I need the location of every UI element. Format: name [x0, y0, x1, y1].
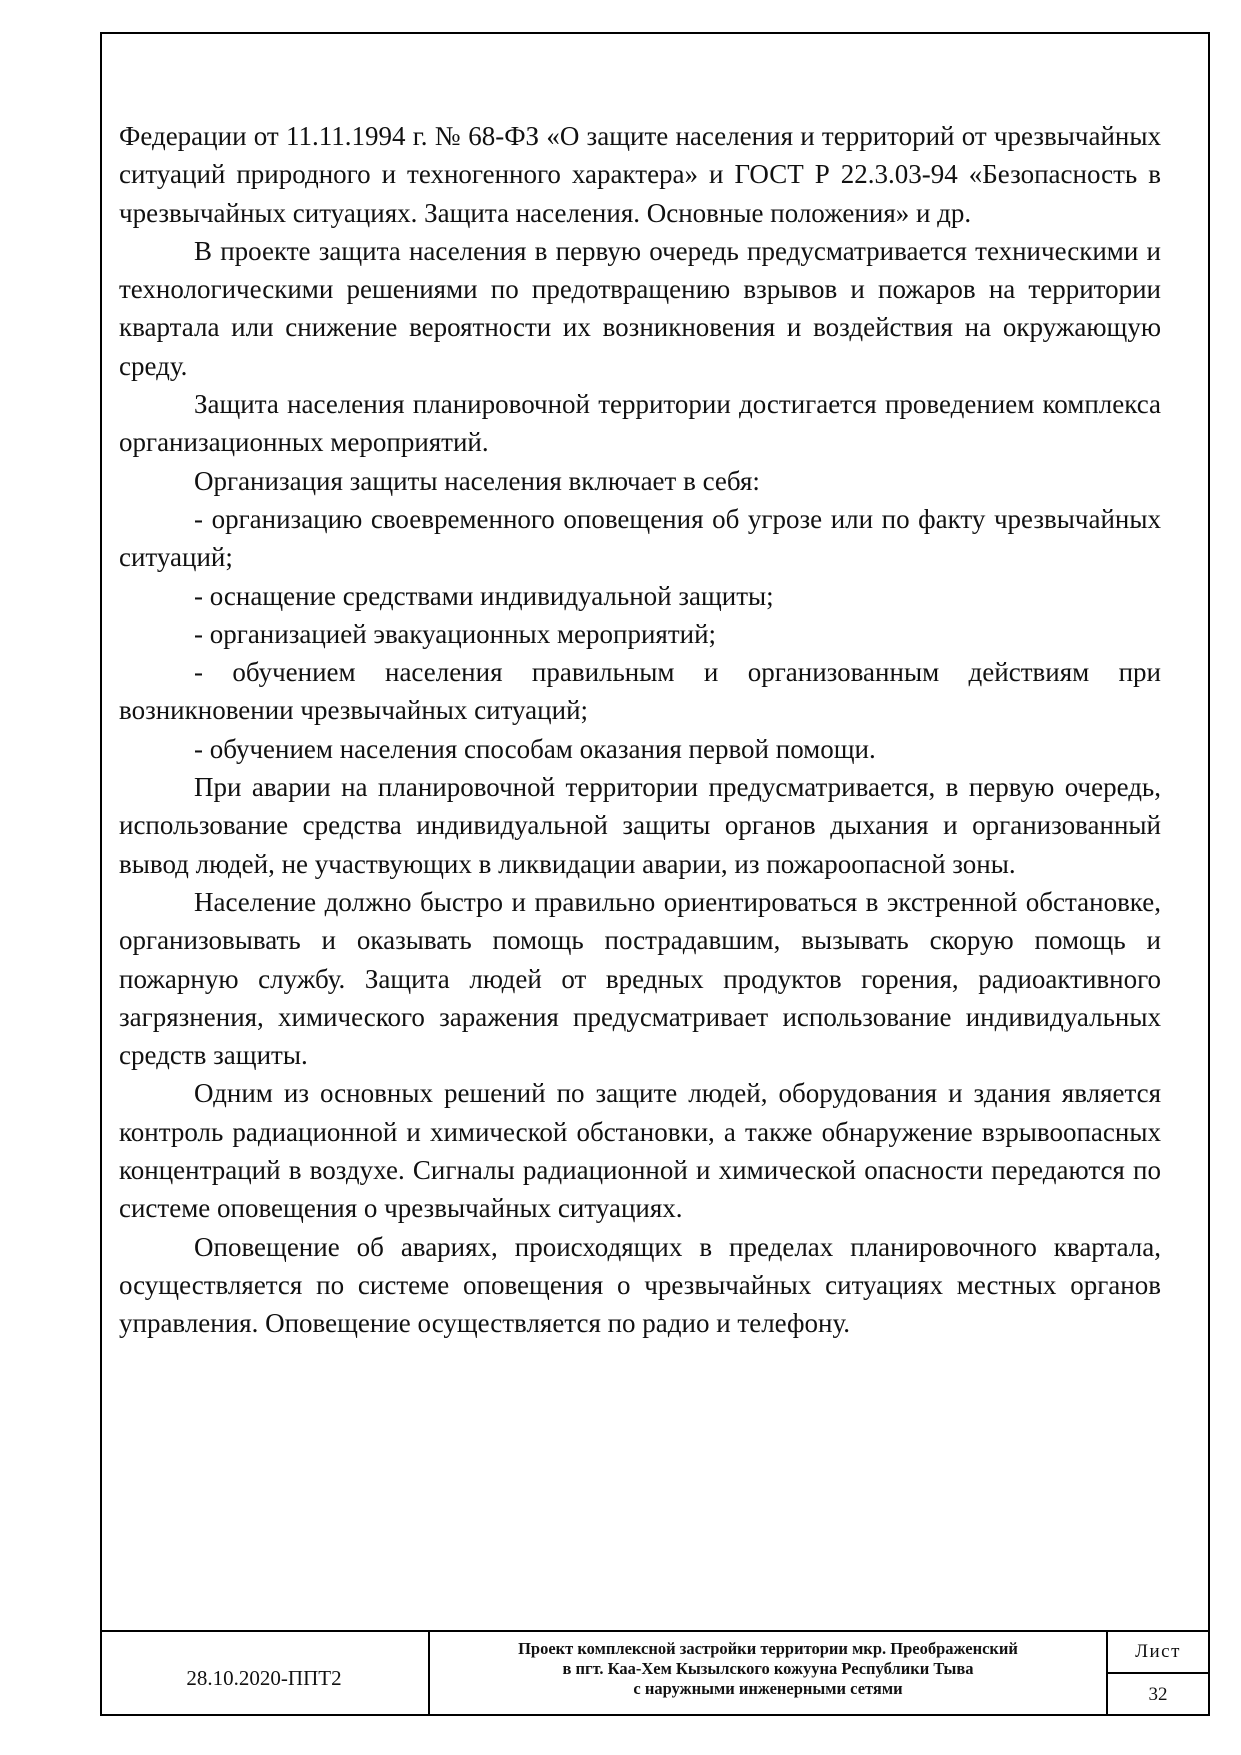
paragraph: Федерации от 11.11.1994 г. № 68-ФЗ «О защите населения и территорий от чрезвычайных ситуаций природного и техногенного характера» и ГОСТ Р 22.3.03-94 «Безопасность в чрезвычайных ситуациях. Защита населения. Основные положения» и др.: [119, 121, 1161, 228]
document-body: [119, 117, 1161, 1343]
list-item: - оснащение средствами индивидуальной защиты;: [194, 580, 774, 611]
sheet-number: 32: [1148, 1684, 1168, 1705]
title-block: [100, 1630, 1210, 1716]
list-item: - организацией эвакуационных мероприятий;: [194, 618, 717, 649]
paragraph: Защита населения планировочной территории достигается проведением комплекса организационных мероприятий.: [119, 389, 1161, 458]
project-title-line: в пгт. Каа-Хем Кызылского кожууна Республики Тыва: [562, 1659, 974, 1678]
sheet-cell: [1108, 1632, 1208, 1716]
paragraph: В проекте защита населения в первую очередь предусматривается техническими и технологическими решениями по предотвращению взрывов и пожаров на территории квартала или снижение вероятности их возникновения и воздействия на окружающую среду.: [119, 235, 1161, 381]
list-item: - организацию своевременного оповещения об угрозе или по факту чрезвычайных ситуаций;: [119, 503, 1161, 573]
project-title-line: Проект комплексной застройки территории мкр. Преображенский: [518, 1639, 1018, 1658]
project-title-line: с наружными инженерными сетями: [633, 1679, 903, 1698]
list-item: - обучением населения способам оказания первой помощи.: [194, 733, 876, 764]
paragraph: Организация защиты населения включает в себя:: [194, 465, 760, 496]
paragraph: Одним из основных решений по защите людей, оборудования и здания является контроль радиационной и химической обстановки, а также обнаружение взрывоопасных концентраций в воздухе. Сигналы радиационной и химической опасности передаются по системе оповещения о чрезвычайных ситуациях.: [119, 1078, 1161, 1224]
project-title: [430, 1632, 1108, 1716]
sheet-label: Лист: [1108, 1632, 1208, 1674]
paragraph: Население должно быстро и правильно ориентироваться в экстренной обстановке, организовывать и оказывать помощь пострадавшим, вызывать скорую помощь и пожарную службу. Защита людей от вредных продуктов горения, радиоактивного загрязнения, химического заражения предусматривает использование индивидуальных средств защиты.: [119, 886, 1161, 1071]
list-item: - обучением населения правильным и организованным действиям при возникновении чрезвычайных ситуаций;: [119, 657, 1161, 726]
paragraph: При аварии на планировочной территории предусматривается, в первую очередь, использование средства индивидуальной защиты органов дыхания и организованный вывод людей, не участвующих в ликвидации аварии, из пожароопасной зоны.: [119, 772, 1161, 879]
document-code: 28.10.2020-ППТ2: [100, 1632, 430, 1716]
paragraph: Оповещение об авариях, происходящих в пределах планировочного квартала, осуществляется по системе оповещения о чрезвычайных ситуациях местных органов управления. Оповещение осуществляется по радио и телефону.: [119, 1231, 1161, 1339]
